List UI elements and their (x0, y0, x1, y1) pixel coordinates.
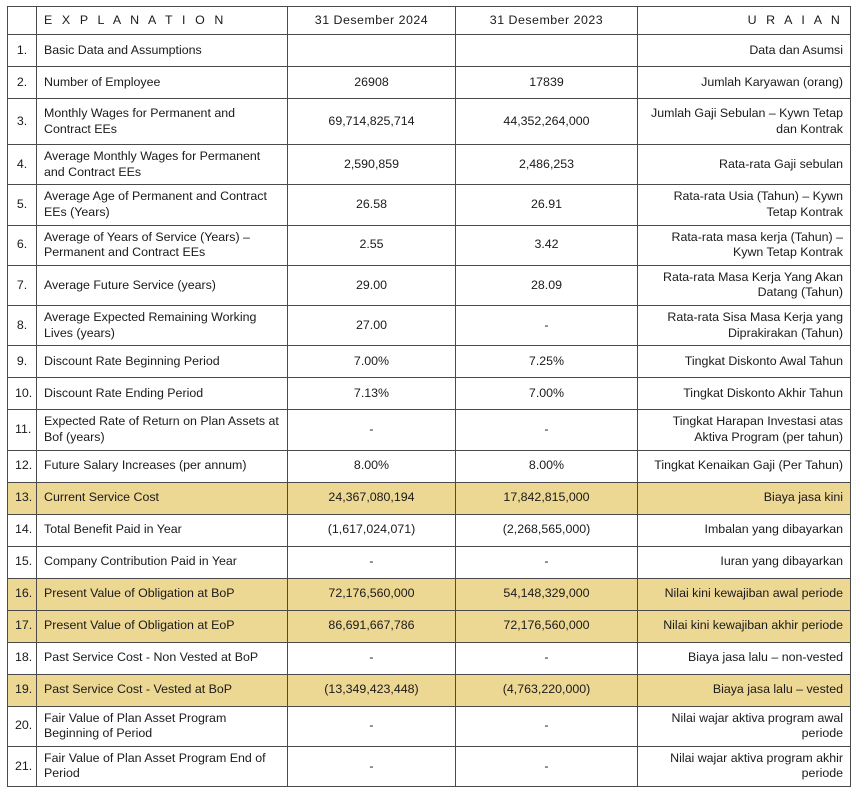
row-explanation: Fair Value of Plan Asset Program Beginning of Period (37, 706, 288, 746)
row-uraian: Iuran yang dibayarkan (638, 546, 851, 578)
row-value-2024: - (288, 642, 456, 674)
row-number: 2. (8, 67, 37, 99)
row-value-2024: (1,617,024,071) (288, 514, 456, 546)
row-value-2024: - (288, 746, 456, 786)
table-row (8, 746, 851, 786)
row-explanation: Present Value of Obligation at EoP (37, 610, 288, 642)
row-value-2024: (13,349,423,448) (288, 674, 456, 706)
row-explanation: Average Monthly Wages for Permanent and Contract EEs (37, 145, 288, 185)
row-value-2024: 2.55 (288, 225, 456, 265)
row-value-2023: 3.42 (456, 225, 638, 265)
column-header-uraian: U R A I A N (638, 7, 851, 35)
row-value-2024: 24,367,080,194 (288, 482, 456, 514)
row-value-2024: 29.00 (288, 265, 456, 305)
row-value-2024: 86,691,667,786 (288, 610, 456, 642)
row-value-2023: 44,352,264,000 (456, 99, 638, 145)
row-value-2024: 26.58 (288, 185, 456, 225)
table-row (8, 578, 851, 610)
row-uraian: Rata-rata Gaji sebulan (638, 145, 851, 185)
row-number: 10. (8, 378, 37, 410)
table-row (8, 225, 851, 265)
row-value-2024: 27.00 (288, 306, 456, 346)
row-value-2024: 7.13% (288, 378, 456, 410)
row-number: 3. (8, 99, 37, 145)
row-value-2023: 72,176,560,000 (456, 610, 638, 642)
table-row (8, 145, 851, 185)
row-explanation: Past Service Cost - Non Vested at BoP (37, 642, 288, 674)
table-row (8, 67, 851, 99)
row-explanation: Average Future Service (years) (37, 265, 288, 305)
row-value-2023: 26.91 (456, 185, 638, 225)
row-explanation: Number of Employee (37, 67, 288, 99)
table-row (8, 99, 851, 145)
table-header (8, 7, 851, 35)
row-value-2023: - (456, 746, 638, 786)
header-row (8, 7, 851, 35)
row-uraian: Rata-rata masa kerja (Tahun) – Kywn Tetap Kontrak (638, 225, 851, 265)
row-explanation: Company Contribution Paid in Year (37, 546, 288, 578)
row-number: 8. (8, 306, 37, 346)
row-value-2023: - (456, 306, 638, 346)
row-explanation: Past Service Cost - Vested at BoP (37, 674, 288, 706)
table-row (8, 378, 851, 410)
table-row (8, 410, 851, 450)
row-value-2023 (456, 35, 638, 67)
row-uraian: Biaya jasa kini (638, 482, 851, 514)
row-value-2023: (4,763,220,000) (456, 674, 638, 706)
row-explanation: Expected Rate of Return on Plan Assets at Bof (years) (37, 410, 288, 450)
row-uraian: Rata-rata Usia (Tahun) – Kywn Tetap Kontrak (638, 185, 851, 225)
row-value-2024: - (288, 546, 456, 578)
row-value-2023: 54,148,329,000 (456, 578, 638, 610)
row-value-2023: - (456, 706, 638, 746)
row-explanation: Discount Rate Ending Period (37, 378, 288, 410)
row-number: 18. (8, 642, 37, 674)
table-row (8, 482, 851, 514)
row-number: 6. (8, 225, 37, 265)
table-row (8, 514, 851, 546)
row-uraian: Rata-rata Masa Kerja Yang Akan Datang (Tahun) (638, 265, 851, 305)
table-row (8, 265, 851, 305)
column-header-explanation: E X P L A N A T I O N (37, 7, 288, 35)
table-row (8, 306, 851, 346)
row-number: 7. (8, 265, 37, 305)
row-value-2024: 8.00% (288, 450, 456, 482)
row-explanation: Discount Rate Beginning Period (37, 346, 288, 378)
row-explanation: Basic Data and Assumptions (37, 35, 288, 67)
row-value-2024: - (288, 706, 456, 746)
row-value-2024: - (288, 410, 456, 450)
row-explanation: Fair Value of Plan Asset Program End of Period (37, 746, 288, 786)
row-value-2023: 28.09 (456, 265, 638, 305)
actuarial-assumptions-table (7, 6, 851, 787)
row-uraian: Imbalan yang dibayarkan (638, 514, 851, 546)
row-number: 14. (8, 514, 37, 546)
table-row (8, 674, 851, 706)
row-number: 17. (8, 610, 37, 642)
row-uraian: Jumlah Gaji Sebulan – Kywn Tetap dan Kontrak (638, 99, 851, 145)
table-row (8, 35, 851, 67)
row-uraian: Tingkat Kenaikan Gaji (Per Tahun) (638, 450, 851, 482)
table-row (8, 546, 851, 578)
column-header-2024: 31 Desember 2024 (288, 7, 456, 35)
row-value-2024: 26908 (288, 67, 456, 99)
row-value-2023: (2,268,565,000) (456, 514, 638, 546)
row-value-2023: 17,842,815,000 (456, 482, 638, 514)
row-explanation: Monthly Wages for Permanent and Contract EEs (37, 99, 288, 145)
row-explanation: Average of Years of Service (Years) – Permanent and Contract EEs (37, 225, 288, 265)
row-uraian: Nilai wajar aktiva program awal periode (638, 706, 851, 746)
row-value-2024: 2,590,859 (288, 145, 456, 185)
row-value-2023: - (456, 410, 638, 450)
row-uraian: Nilai kini kewajiban akhir periode (638, 610, 851, 642)
row-uraian: Nilai wajar aktiva program akhir periode (638, 746, 851, 786)
table-body (8, 35, 851, 787)
row-uraian: Tingkat Diskonto Awal Tahun (638, 346, 851, 378)
table-row (8, 706, 851, 746)
row-value-2023: 7.00% (456, 378, 638, 410)
row-uraian: Rata-rata Sisa Masa Kerja yang Diprakirakan (Tahun) (638, 306, 851, 346)
row-number: 15. (8, 546, 37, 578)
table-row (8, 642, 851, 674)
table-row (8, 185, 851, 225)
row-uraian: Nilai kini kewajiban awal periode (638, 578, 851, 610)
table-row (8, 450, 851, 482)
row-value-2024: 7.00% (288, 346, 456, 378)
row-uraian: Tingkat Harapan Investasi atas Aktiva Program (per tahun) (638, 410, 851, 450)
row-value-2024: 69,714,825,714 (288, 99, 456, 145)
row-value-2023: 7.25% (456, 346, 638, 378)
row-uraian: Tingkat Diskonto Akhir Tahun (638, 378, 851, 410)
row-explanation: Average Age of Permanent and Contract EEs (Years) (37, 185, 288, 225)
row-number: 13. (8, 482, 37, 514)
row-number: 19. (8, 674, 37, 706)
row-number: 16. (8, 578, 37, 610)
row-value-2024: 72,176,560,000 (288, 578, 456, 610)
row-uraian: Biaya jasa lalu – non-vested (638, 642, 851, 674)
row-number: 5. (8, 185, 37, 225)
row-value-2023: 17839 (456, 67, 638, 99)
row-uraian: Jumlah Karyawan (orang) (638, 67, 851, 99)
column-header-2023: 31 Desember 2023 (456, 7, 638, 35)
row-number: 4. (8, 145, 37, 185)
table-row (8, 346, 851, 378)
row-value-2024 (288, 35, 456, 67)
row-value-2023: - (456, 642, 638, 674)
row-value-2023: 8.00% (456, 450, 638, 482)
row-number: 12. (8, 450, 37, 482)
table-row (8, 610, 851, 642)
row-value-2023: 2,486,253 (456, 145, 638, 185)
row-uraian: Data dan Asumsi (638, 35, 851, 67)
row-explanation: Current Service Cost (37, 482, 288, 514)
row-explanation: Future Salary Increases (per annum) (37, 450, 288, 482)
row-number: 20. (8, 706, 37, 746)
row-explanation: Present Value of Obligation at BoP (37, 578, 288, 610)
row-explanation: Total Benefit Paid in Year (37, 514, 288, 546)
column-header-number (8, 7, 37, 35)
row-number: 11. (8, 410, 37, 450)
row-uraian: Biaya jasa lalu – vested (638, 674, 851, 706)
row-number: 9. (8, 346, 37, 378)
row-explanation: Average Expected Remaining Working Lives (years) (37, 306, 288, 346)
row-value-2023: - (456, 546, 638, 578)
row-number: 1. (8, 35, 37, 67)
row-number: 21. (8, 746, 37, 786)
